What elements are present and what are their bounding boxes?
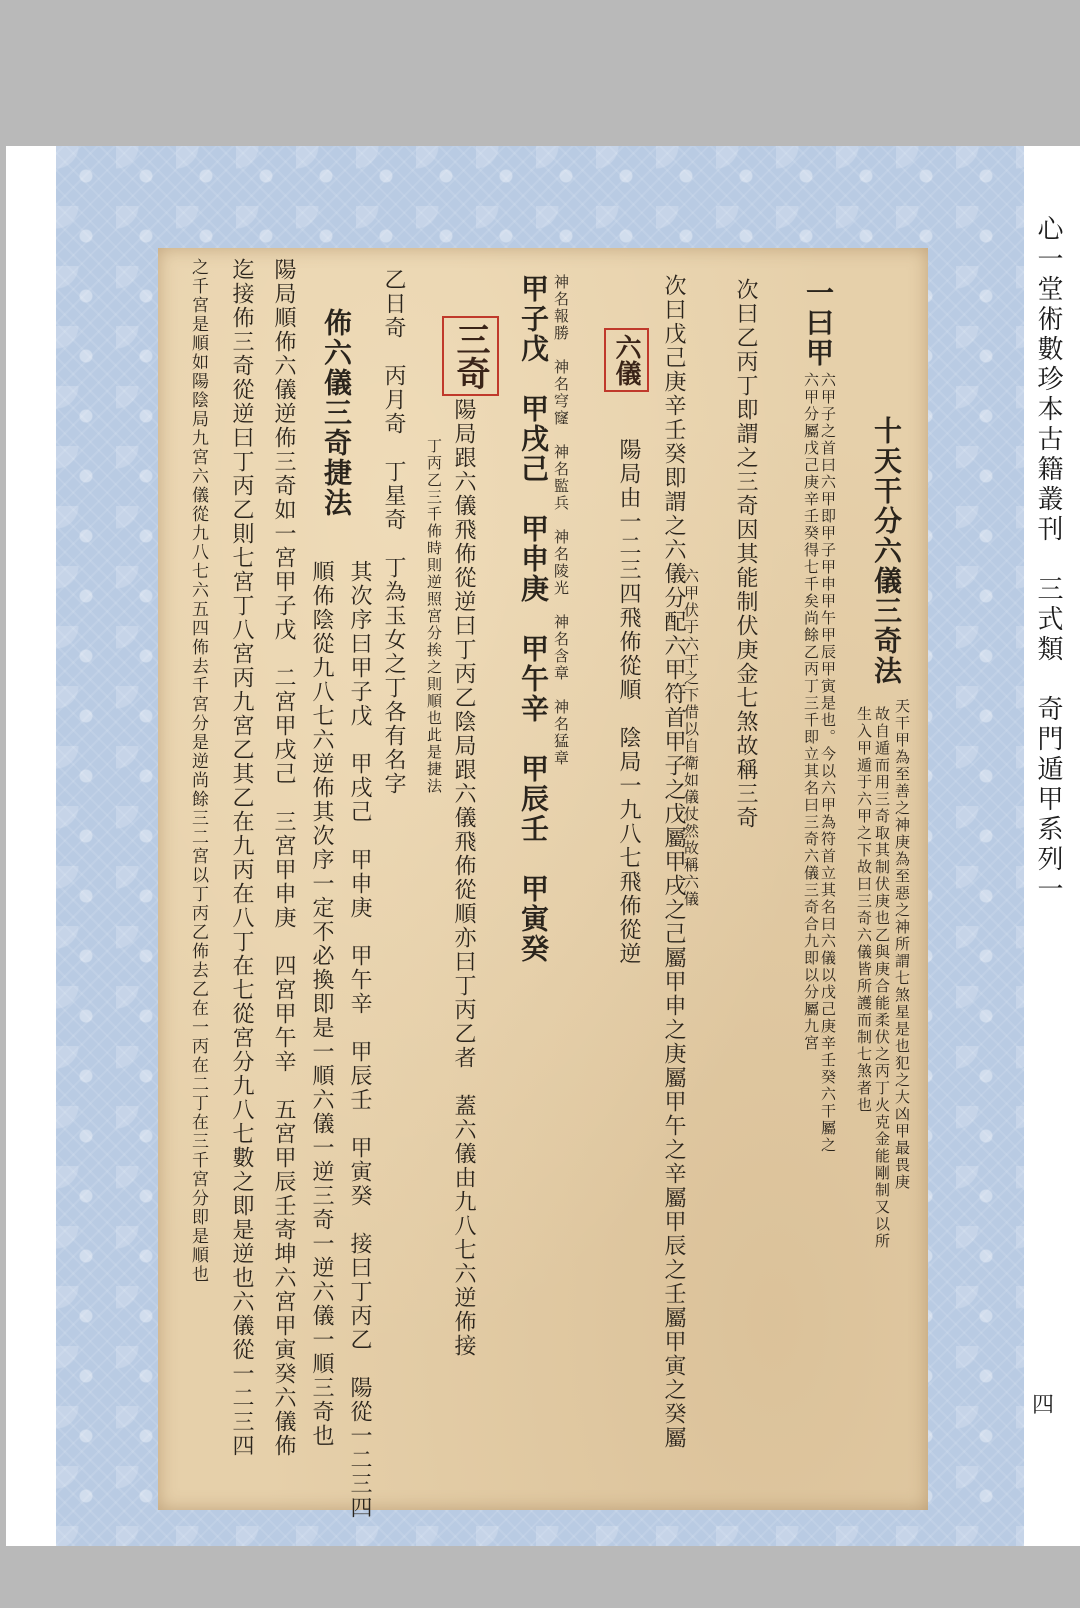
- heading-note-3: 生入甲遁于六甲之下故曰三奇六儀皆所護而制七煞者也: [855, 706, 873, 1114]
- line-j: 陽局順佈六儀逆佈三奇如一宮甲子戊 二宮甲戌己 三宮甲申庚 四宮甲午辛 五宮甲辰壬寄坤六宮甲寅癸六儀佈: [271, 258, 296, 1458]
- line-a-note-2: 六甲分屬戊己庚辛壬癸得七千矣尚餘乙丙丁三千即立其名曰三奇六儀三奇合九即以分屬九宮: [802, 372, 820, 1052]
- line-d: 陽局由一二三四飛佈從順 陰局一九八七飛佈從逆: [616, 438, 641, 966]
- line-c-note: 六甲伏于六干之下借以自衛如儀仗然故稱六儀: [682, 568, 700, 908]
- heading: 十天干分六儀三奇法: [870, 416, 903, 686]
- line-i: 順佈陰從九八七六逆佈其次序一定不必換即是一順六儀一逆三奇一逆六儀一順三奇也: [309, 560, 334, 1448]
- heading-note-1: 天干甲為至善之神庚為至惡之神所謂七煞星是也犯之大凶甲最畏庚: [893, 698, 911, 1191]
- page: [6, 146, 1080, 1546]
- line-h: 佈六儀三奇捷法: [320, 308, 353, 518]
- line-f-note: 丁丙乙三千佈時則逆照宮分挨之則順也此是捷法: [425, 438, 443, 795]
- line-b: 次曰乙丙丁即謂之三奇因其能制伏庚金七煞故稱三奇: [733, 278, 758, 830]
- line-e: 甲子戊 甲戌己 甲申庚 甲午辛 甲辰壬 甲寅癸: [517, 274, 550, 964]
- line-a-note-1: 六甲子之首曰六甲即甲子甲申甲午甲辰甲寅是也。今以六甲為符首立其名曰六儀以戊己庚辛壬癸六干屬之: [819, 372, 837, 1154]
- series-title: 心一堂術數珍本古籍叢刊 三式類 奇門遁甲系列一: [1033, 215, 1063, 905]
- box-sanqi: 三奇: [442, 316, 499, 396]
- line-l: 之千宮是順如陽陰局九宮六儀從九八七六五四佈去千宮分是逆尚餘三二宮以丁丙乙佈去乙在一丙在二丁在三千宮分即是順也: [188, 258, 208, 1284]
- heading-note-2: 故自遁而用三奇取其制伏庚也乙與庚合能柔伏之丙丁火克金能剛制又以所: [873, 706, 891, 1250]
- line-c: 次曰戊己庚辛壬癸即謂之六儀分配六甲符首甲子之戊屬甲戌之己屬甲申之庚屬甲午之辛屬甲辰之壬屬甲寅之癸屬: [661, 274, 686, 1450]
- line-f: 陽局跟六儀飛佈從逆曰丁丙乙陰局跟六儀飛佈從順亦曰丁丙乙者 蓋六儀由九八七六逆佈接: [451, 398, 476, 1358]
- manuscript-page: [158, 248, 928, 1520]
- line-h-note: 其次序曰甲子戊 甲戌己 甲申庚 甲午辛 甲辰壬 甲寅癸 接曰丁丙乙 陽從一二三四: [347, 560, 372, 1520]
- line-a-head: 一曰甲: [802, 278, 835, 368]
- page-number: 四: [1032, 1393, 1055, 1418]
- line-k: 迄接佈三奇從逆曰丁丙乙則七宮丁八宮丙九宮乙其乙在九丙在八丁在七從宮分九八七數之即是逆也六儀從一二三四: [229, 258, 254, 1458]
- gods-names: 神名報勝 神名穹窿 神名監兵 神名陵光 神名含章 神名猛章: [552, 274, 570, 767]
- line-g: 乙日奇 丙月奇 丁星奇 丁為玉女之丁各有名字: [381, 268, 406, 796]
- box-liuyi: 六儀: [604, 328, 649, 392]
